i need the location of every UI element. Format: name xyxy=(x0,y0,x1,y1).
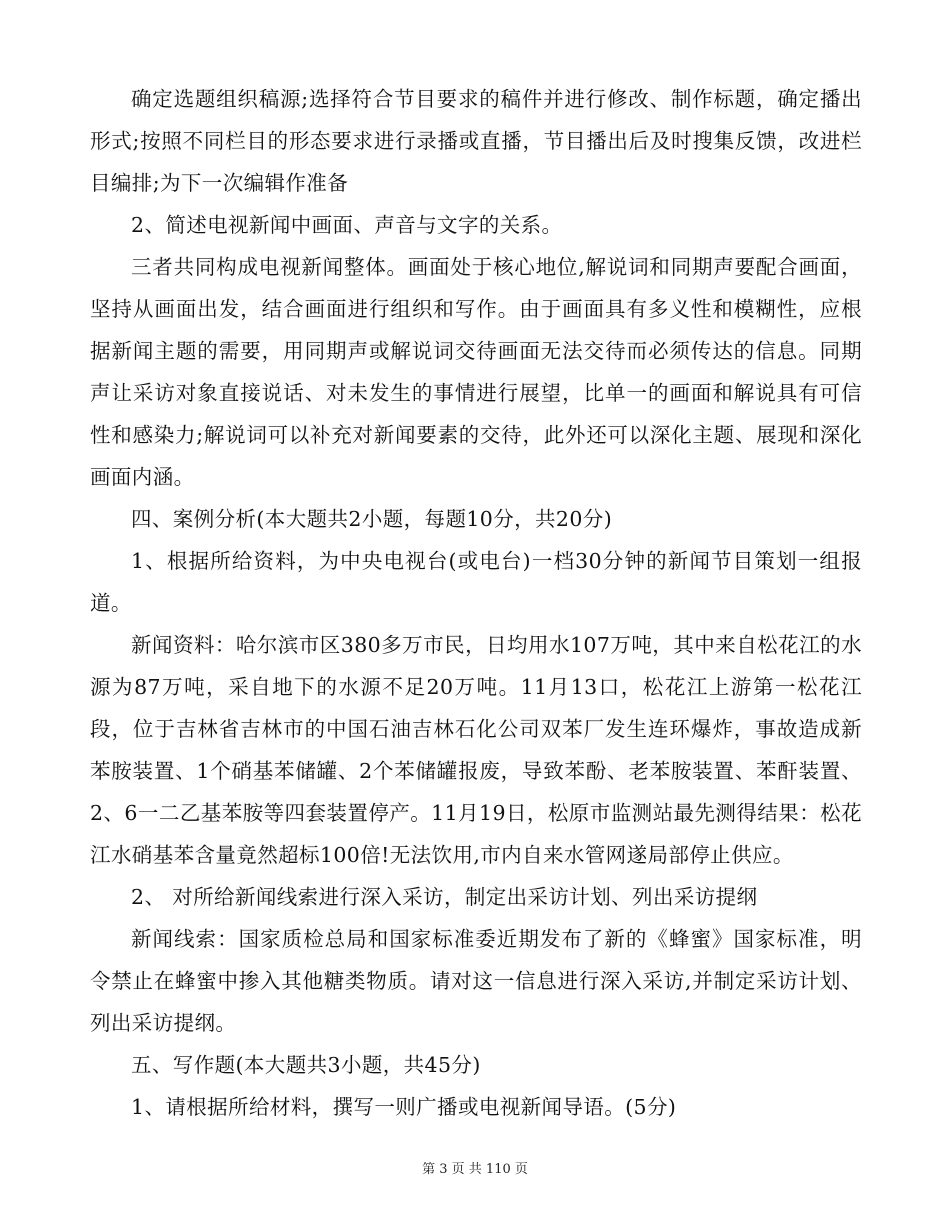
paragraph-question-2: 2、简述电视新闻中画面、声音与文字的关系。 xyxy=(131,213,563,237)
paragraph-editing-steps: 确定选题组织稿源;选择符合节目要求的稿件并进行修改、制作标题，确定播出形式;按照不同栏目的形态要求进行录播或直播，节目播出后及时搜集反馈，改进栏目编排;为下一次编辑作准备 xyxy=(90,87,862,195)
document-body xyxy=(90,78,862,1128)
section-heading-case-analysis: 四、案例分析(本大题共2小题，每题10分，共20分) xyxy=(131,507,613,531)
paragraph-news-clue: 新闻线索：国家质检总局和国家标准委近期发布了新的《蜂蜜》国家标准，明令禁止在蜂蜜中掺入其他糖类物质。请对这一信息进行深入采访,并制定采访计划、列出采访提纲。 xyxy=(90,927,862,1035)
paragraph-news-material: 新闻资料：哈尔滨市区380多万市民，日均用水107万吨，其中来自松花江的水源为87万吨，采自地下的水源不足20万吨。11月13口，松花江上游第一松花江段，位于吉林省吉林市的中国石油吉林石化公司双苯厂发生连环爆炸，事故造成新苯胺装置、1个硝基苯储罐、2个苯储罐报废，导致苯酚、老苯胺装置、苯酐装置、2、6一二乙基苯胺等四套装置停产。11月19日，松原市监测站最先测得结果：松花江水硝基苯含量竟然超标100倍!无法饮用,市内自来水管网遂局部停止供应。 xyxy=(90,633,862,867)
paragraph-answer-2: 三者共同构成电视新闻整体。画面处于核心地位,解说词和同期声要配合画面，坚持从画面出发，结合画面进行组织和写作。由于画面具有多义性和模糊性，应根据新闻主题的需要，用同期声或解说词交待画面无法交待而必须传达的信息。同期声让采访对象直接说话、对未发生的事情进行展望，比单一的画面和解说具有可信性和感染力;解说词可以补充对新闻要素的交待，此外还可以深化主题、展现和深化画面内涵。 xyxy=(90,255,862,489)
paragraph-case-2: 2、 对所给新闻线索进行深入采访，制定出采访计划、列出采访提纲 xyxy=(131,885,758,909)
paragraph-writing-1: 1、请根据所给材料，撰写一则广播或电视新闻导语。(5分) xyxy=(131,1095,677,1119)
paragraph-case-1: 1、根据所给资料，为中央电视台(或电台)一档30分钟的新闻节目策划一组报道。 xyxy=(90,549,862,615)
section-heading-writing: 五、写作题(本大题共3小题，共45分) xyxy=(131,1053,481,1077)
page-number-footer: 第 3 页 共 110 页 xyxy=(422,1162,528,1177)
